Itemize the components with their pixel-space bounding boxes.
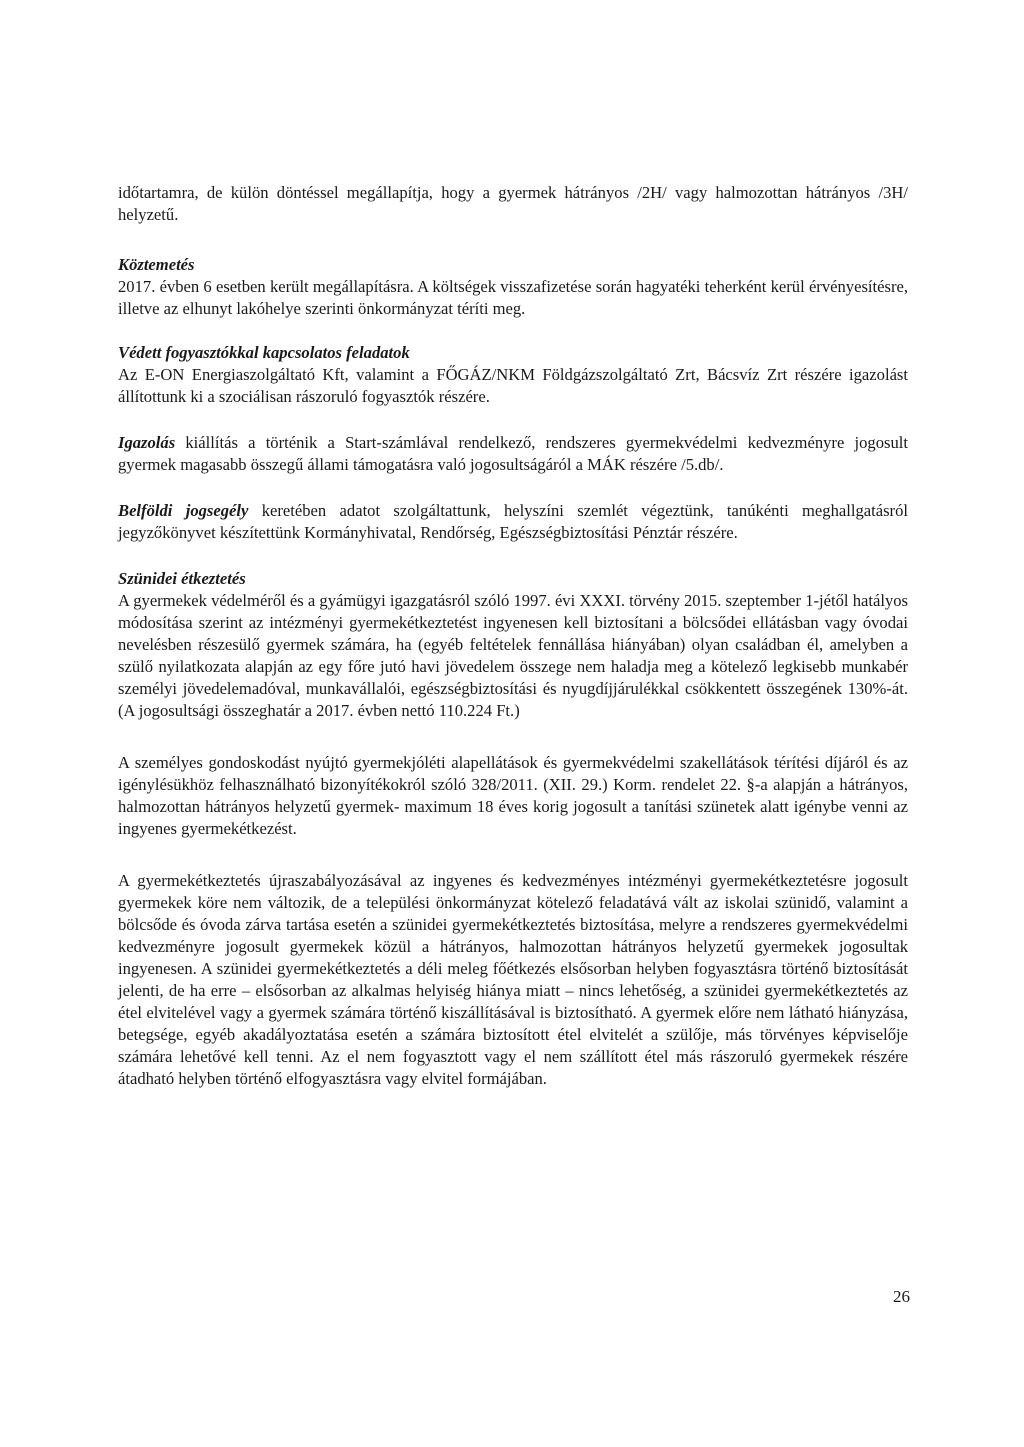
section-szunidei (118, 568, 908, 1090)
szunidei-paragraph-3: A gyermekétkeztetés újraszabályozásával az ingyenes és kedvezményes intézményi gyermekétkeztetésre jogosult gyermekek köre nem változik, de a települési önkormányzat kötelező feladatává vált az iskolai szünidő, valamint a bölcsőde és óvoda zárva tartása esetén a szünidei gyermekétkeztetés biztosítása, melyre a rendszeres gyermekvédelmi kedvezményre jogosult gyermekek közül a hátrányos, halmozottan hátrányos helyzetű gyermekek jogosultak ingyenesen. A szünidei gyermekétkeztetés a déli meleg főétkezés elsősorban helyben fogyasztásra történő biztosítását jelenti, de ha erre – elsősorban az alkalmas helyiség hiánya miatt – nincs lehetőség, a szünidei gyermekétkeztetés az étel elvitelével vagy a gyermek számára történő kiszállításával is biztosítható. A gyermek előre nem látható hiányzása, betegsége, egyéb akadályoztatása esetén a számára biztosított étel elvitelét a szülője, más törvényes képviselője számára lehetővé kell tenni. Az el nem fogyasztott vagy el nem szállított étel más rászoruló gyermekek részére átadható helyben történő elfogyasztásra vagy elvitel formájában. (118, 871, 908, 1088)
section-koztemetes (118, 254, 908, 320)
igazolas-paragraph (118, 432, 908, 476)
igazolas-text: kiállítás a történik a Start-számlával rendelkező, rendszeres gyermekvédelmi kedvezményre jogosult gyermek magasabb összegű állami támogatásra való jogosultságáról a MÁK részére /5.db/. (118, 433, 908, 474)
vedett-paragraph: Az E-ON Energiaszolgáltató Kft, valamint a FŐGÁZ/NKM Földgázszolgáltató Zrt, Bácsvíz Zrt részére igazolást állítottunk ki a szociálisan rászoruló fogyasztók részére. (118, 365, 908, 406)
belfoldi-text: keretében adatot szolgáltattunk, helyszíni szemlét végeztünk, tanúkénti meghallgatásról jegyzőkönyvet készítettünk Kormányhivatal, Rendőrség, Egészségbiztosítási Pénztár részére. (118, 501, 908, 542)
page-number: 26 (893, 1287, 910, 1306)
section-title-koztemetes: Köztemetés (118, 255, 195, 274)
section-vedett (118, 342, 908, 408)
belfoldi-lead: Belföldi jogsegély (118, 501, 249, 520)
koztemetes-paragraph: 2017. évben 6 esetben került megállapításra. A költségek visszafizetése során hagyatéki teherként kerül érvényesítésre, illetve az elhunyt lakóhelye szerinti önkormányzat téríti meg. (118, 277, 908, 318)
szunidei-paragraph-1: A gyermekek védelméről és a gyámügyi igazgatásról szóló 1997. évi XXXI. törvény 2015. szeptember 1-jétől hatályos módosítása szerint az intézményi gyermekétkeztetést ingyenesen kell biztosítani a bölcsődei ellátásban vagy óvodai nevelésben részesülő gyermek számára, ha (egyéb feltételek fennállása hiányában) olyan családban él, amelyben a szülő nyilatkozata alapján az egy főre jutó havi jövedelem összege nem haladja meg a kötelező legkisebb munkabér személyi jövedelemadóval, munkavállalói, egészségbiztosítási és nyugdíjjárulékkal csökkentett összegének 130%-át. (A jogosultsági összeghatár a 2017. évben nettó 110.224 Ft.) (118, 591, 908, 720)
intro-paragraph: időtartamra, de külön döntéssel megállapítja, hogy a gyermek hátrányos /2H/ vagy halmozottan hátrányos /3H/ helyzetű. (118, 183, 908, 224)
document-page (118, 182, 908, 1090)
section-title-szunidei: Szünidei étkeztetés (118, 569, 246, 588)
szunidei-paragraph-2: A személyes gondoskodást nyújtó gyermekjóléti alapellátások és gyermekvédelmi szakellátások térítési díjáról és az igénylésükhöz felhasználható bizonyítékokról szóló 328/2011. (XII. 29.) Korm. rendelet 22. §-a alapján a hátrányos, halmozottan hátrányos helyzetű gyermek- maximum 18 éves korig jogosult a tanítási szünetek alatt igénybe venni az ingyenes gyermekétkezést. (118, 753, 908, 838)
belfoldi-paragraph (118, 500, 908, 544)
section-title-vedett: Védett fogyasztókkal kapcsolatos feladatok (118, 343, 410, 362)
igazolas-lead: Igazolás (118, 433, 176, 452)
